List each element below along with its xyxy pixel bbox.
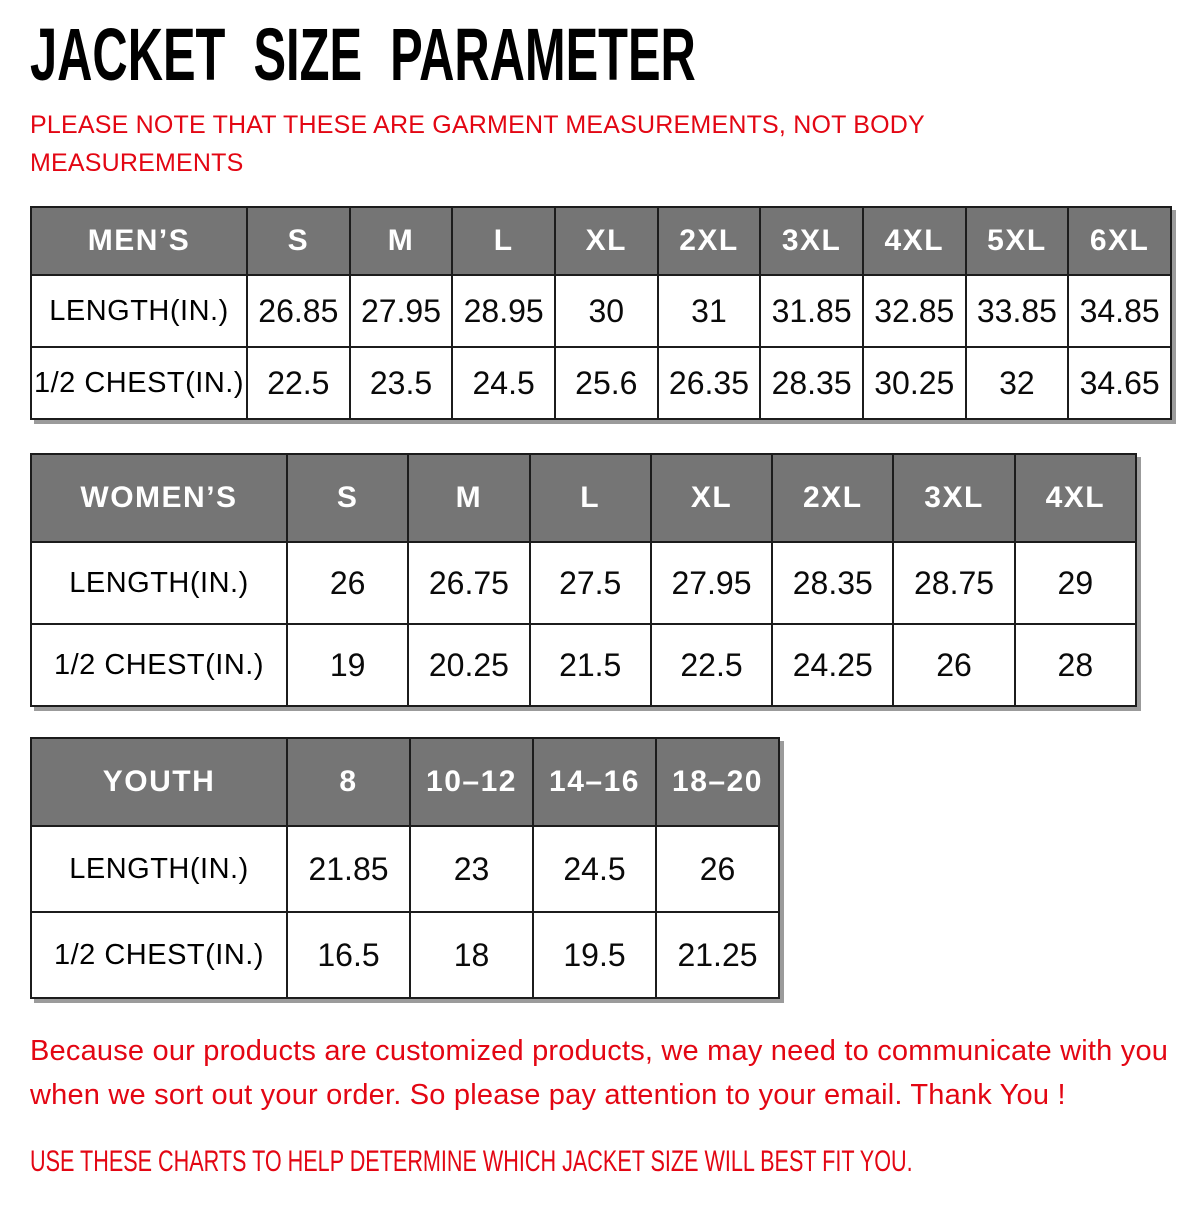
mens-size-header-cell: 5XL <box>966 207 1069 275</box>
garment-measurement-note <box>30 106 1170 182</box>
youth-table-title-cell: YOUTH <box>31 738 287 826</box>
mens-length-value-cell: 31.85 <box>760 275 863 347</box>
mens-length-value-cell: 27.95 <box>350 275 453 347</box>
page-title: JACKET SIZE PARAMETER <box>30 13 696 96</box>
youth-chest-value-cell: 18 <box>410 912 533 998</box>
mens-chest-value-cell: 22.5 <box>247 347 350 419</box>
womens-size-header-cell: S <box>287 454 408 542</box>
mens-size-table <box>30 206 1172 420</box>
mens-chest-value-cell: 28.35 <box>760 347 863 419</box>
womens-length-row-label: LENGTH(IN.) <box>31 542 287 624</box>
youth-chest-row-label: 1/2 CHEST(IN.) <box>31 912 287 998</box>
customization-notice-line-1: Because our products are customized products, we may need to communicate with you <box>30 1035 1169 1068</box>
womens-length-value-cell: 27.95 <box>651 542 772 624</box>
youth-length-value-cell: 21.85 <box>287 826 410 912</box>
youth-length-value-cell: 26 <box>656 826 779 912</box>
womens-chest-value-cell: 22.5 <box>651 624 772 706</box>
mens-chest-value-cell: 24.5 <box>452 347 555 419</box>
youth-size-header-cell: 8 <box>287 738 410 826</box>
mens-size-header-cell: S <box>247 207 350 275</box>
womens-length-value-cell: 27.5 <box>530 542 651 624</box>
mens-length-value-cell: 32.85 <box>863 275 966 347</box>
mens-chest-value-cell: 30.25 <box>863 347 966 419</box>
mens-size-header-cell: 6XL <box>1068 207 1171 275</box>
womens-size-table <box>30 453 1137 707</box>
mens-chest-value-cell: 26.35 <box>658 347 761 419</box>
youth-chest-value-cell: 21.25 <box>656 912 779 998</box>
customization-notice <box>30 1029 1170 1117</box>
mens-size-header-cell: L <box>452 207 555 275</box>
womens-chest-row-label: 1/2 CHEST(IN.) <box>31 624 287 706</box>
mens-size-header-cell: XL <box>555 207 658 275</box>
womens-size-header-cell: M <box>408 454 529 542</box>
mens-length-row-label: LENGTH(IN.) <box>31 275 247 347</box>
womens-header-row <box>31 454 1136 542</box>
youth-length-value-cell: 24.5 <box>533 826 656 912</box>
mens-chest-value-cell: 25.6 <box>555 347 658 419</box>
garment-note-line-1: PLEASE NOTE THAT THESE ARE GARMENT MEASUREMENTS, NOT BODY <box>30 111 925 140</box>
youth-length-row <box>31 826 779 912</box>
youth-size-header-cell: 10–12 <box>410 738 533 826</box>
youth-header-row <box>31 738 779 826</box>
womens-size-header-cell: 3XL <box>893 454 1014 542</box>
mens-chest-row-label: 1/2 CHEST(IN.) <box>31 347 247 419</box>
womens-chest-value-cell: 28 <box>1015 624 1136 706</box>
womens-length-value-cell: 28.75 <box>893 542 1014 624</box>
mens-table-title-cell: MEN’S <box>31 207 247 275</box>
mens-length-row <box>31 275 1171 347</box>
womens-size-header-cell: L <box>530 454 651 542</box>
mens-chest-row <box>31 347 1171 419</box>
womens-chest-value-cell: 26 <box>893 624 1014 706</box>
womens-length-value-cell: 28.35 <box>772 542 893 624</box>
mens-length-value-cell: 28.95 <box>452 275 555 347</box>
mens-chest-value-cell: 32 <box>966 347 1069 419</box>
womens-chest-value-cell: 24.25 <box>772 624 893 706</box>
youth-size-header-cell: 14–16 <box>533 738 656 826</box>
mens-chest-value-cell: 34.65 <box>1068 347 1171 419</box>
youth-length-value-cell: 23 <box>410 826 533 912</box>
womens-chest-value-cell: 19 <box>287 624 408 706</box>
youth-length-row-label: LENGTH(IN.) <box>31 826 287 912</box>
youth-size-header-cell: 18–20 <box>656 738 779 826</box>
garment-note-line-2: MEASUREMENTS <box>30 149 244 178</box>
womens-chest-value-cell: 21.5 <box>530 624 651 706</box>
mens-length-value-cell: 31 <box>658 275 761 347</box>
mens-length-value-cell: 33.85 <box>966 275 1069 347</box>
youth-chest-value-cell: 16.5 <box>287 912 410 998</box>
womens-length-value-cell: 26.75 <box>408 542 529 624</box>
youth-chest-row <box>31 912 779 998</box>
womens-chest-value-cell: 20.25 <box>408 624 529 706</box>
womens-chest-row <box>31 624 1136 706</box>
mens-size-header-cell: 3XL <box>760 207 863 275</box>
womens-size-header-cell: 4XL <box>1015 454 1136 542</box>
mens-size-header-cell: 4XL <box>863 207 966 275</box>
fit-advice-note: USE THESE CHARTS TO HELP DETERMINE WHICH JACKET SIZE WILL BEST FIT YOU. <box>30 1145 913 1179</box>
mens-length-value-cell: 26.85 <box>247 275 350 347</box>
mens-size-header-cell: 2XL <box>658 207 761 275</box>
womens-length-row <box>31 542 1136 624</box>
womens-size-header-cell: XL <box>651 454 772 542</box>
mens-header-row <box>31 207 1171 275</box>
womens-length-value-cell: 26 <box>287 542 408 624</box>
womens-table-title-cell: WOMEN’S <box>31 454 287 542</box>
mens-length-value-cell: 30 <box>555 275 658 347</box>
youth-size-table <box>30 737 780 999</box>
customization-notice-line-2: when we sort out your order. So please pay attention to your email. Thank You ! <box>30 1079 1066 1112</box>
mens-chest-value-cell: 23.5 <box>350 347 453 419</box>
womens-length-value-cell: 29 <box>1015 542 1136 624</box>
mens-size-header-cell: M <box>350 207 453 275</box>
youth-chest-value-cell: 19.5 <box>533 912 656 998</box>
womens-size-header-cell: 2XL <box>772 454 893 542</box>
mens-length-value-cell: 34.85 <box>1068 275 1171 347</box>
